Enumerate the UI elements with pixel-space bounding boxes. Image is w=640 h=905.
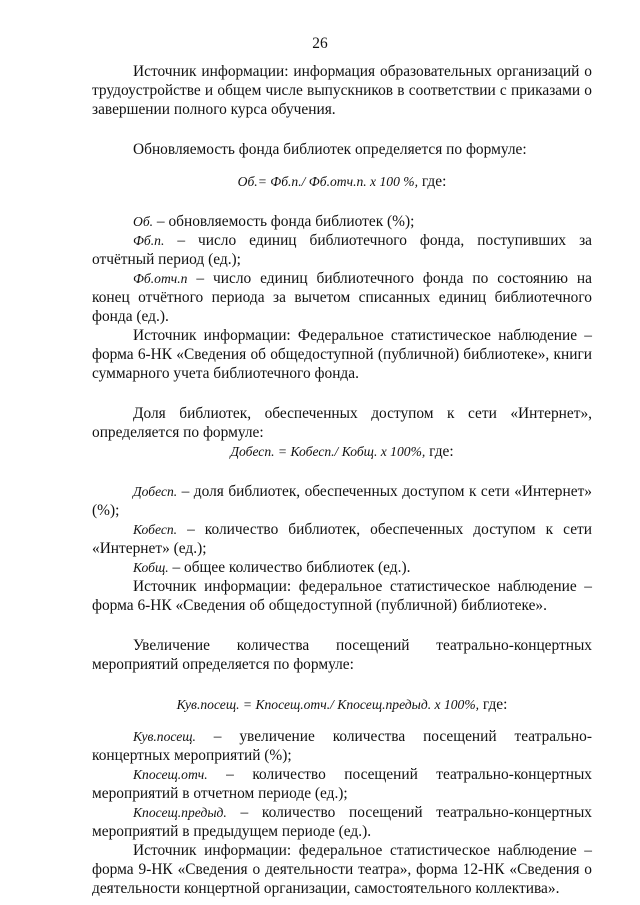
renewal-def-2-term: Фб.п. xyxy=(133,233,165,248)
renewal-intro: Обновляемость фонда библиотек определяется по формуле: xyxy=(133,141,527,158)
visits-def-2 xyxy=(92,765,592,803)
renewal-def-1-term: Об. xyxy=(133,214,154,229)
internet-formula: Добесп. = Кобесп./ Кобщ. х 100%, xyxy=(230,444,426,459)
renewal-source-paragraph: Источник информации: Федеральное статистическое наблюдение – форма 6-НК «Сведения об общедоступной (публичной) библиотеке», книги суммарного учета библиотечного фонда. xyxy=(92,327,592,382)
renewal-def-3-text: – число единиц библиотечного фонда по состоянию на конец отчётного периода за вычетом списанных единиц библиотечного фонда (ед.). xyxy=(92,270,592,325)
renewal-formula-line xyxy=(92,172,592,191)
visits-source-paragraph: Источник информации: федеральное статистическое наблюдение – форма 9-НК «Сведения о деятельности театра», форма 12-НК «Сведения о деятельности концертной организации, самостоятельного коллектива». xyxy=(92,842,592,897)
internet-def-3-term: Кобщ. xyxy=(133,560,169,575)
internet-source-paragraph: Источник информации: федеральное статистическое наблюдение – форма 6-НК «Сведения об общедоступной (публичной) библиотеке». xyxy=(92,578,592,614)
visits-formula-line xyxy=(92,695,592,714)
visits-def-1 xyxy=(92,727,592,765)
renewal-def-3-term: Фб.отч.п xyxy=(133,271,188,286)
page-number: 26 xyxy=(312,35,328,52)
internet-def-2 xyxy=(92,520,592,558)
renewal-formula-tail: где: xyxy=(418,173,447,190)
visits-def-3-text: – количество посещений театрально-концертных мероприятий в предыдущем периоде (ед.). xyxy=(92,804,592,840)
internet-formula-line xyxy=(92,442,592,461)
internet-def-2-term: Кобесп. xyxy=(133,522,178,537)
visits-def-3-term: Кпосещ.предыд. xyxy=(133,805,227,820)
renewal-def-3 xyxy=(92,269,592,326)
internet-def-1 xyxy=(92,482,592,520)
visits-def-2-term: Кпосещ.отч. xyxy=(133,767,208,782)
internet-def-1-text: – доля библиотек, обеспеченных доступом к сети «Интернет» (%); xyxy=(92,483,592,519)
renewal-def-2-text: – число единиц библиотечного фонда, поступивших за отчётный период (ед.); xyxy=(92,232,592,268)
page-content xyxy=(92,62,592,898)
internet-intro: Доля библиотек, обеспеченных доступом к сети «Интернет», определяется по формуле: xyxy=(92,405,592,441)
renewal-formula: Об.= Фб.п./ Фб.отч.п. х 100 %, xyxy=(237,174,419,189)
visits-intro: Увеличение количества посещений театрально-концертных мероприятий определяется по формуле: xyxy=(92,637,592,673)
internet-def-1-term: Добесп. xyxy=(133,484,178,499)
renewal-def-2 xyxy=(92,231,592,269)
visits-def-1-term: Кув.посещ. xyxy=(133,729,196,744)
internet-formula-tail: где: xyxy=(425,443,454,460)
employment-source-paragraph: Источник информации: информация образовательных организаций о трудоустройстве и общем числе выпускников в соответствии с приказами о завершении полного курса обучения. xyxy=(92,63,592,118)
visits-formula-tail: где: xyxy=(479,696,508,713)
visits-def-2-text: – количество посещений театрально-концертных мероприятий в отчетном периоде (ед.); xyxy=(92,766,592,802)
visits-formula: Кув.посещ. = Кпосещ.отч./ Кпосещ.предыд. х 100%, xyxy=(176,697,480,712)
internet-def-3-text: – общее количество библиотек (ед.). xyxy=(168,559,411,576)
visits-def-3 xyxy=(92,803,592,841)
visits-def-1-text: – увеличение количества посещений театрально-концертных мероприятий (%); xyxy=(92,728,592,764)
renewal-def-1 xyxy=(92,212,592,231)
internet-def-2-text: – количество библиотек, обеспеченных доступом к сети «Интернет» (ед.); xyxy=(92,521,592,557)
renewal-def-1-text: – обновляемость фонда библиотек (%); xyxy=(153,213,415,230)
internet-def-3 xyxy=(92,558,592,577)
